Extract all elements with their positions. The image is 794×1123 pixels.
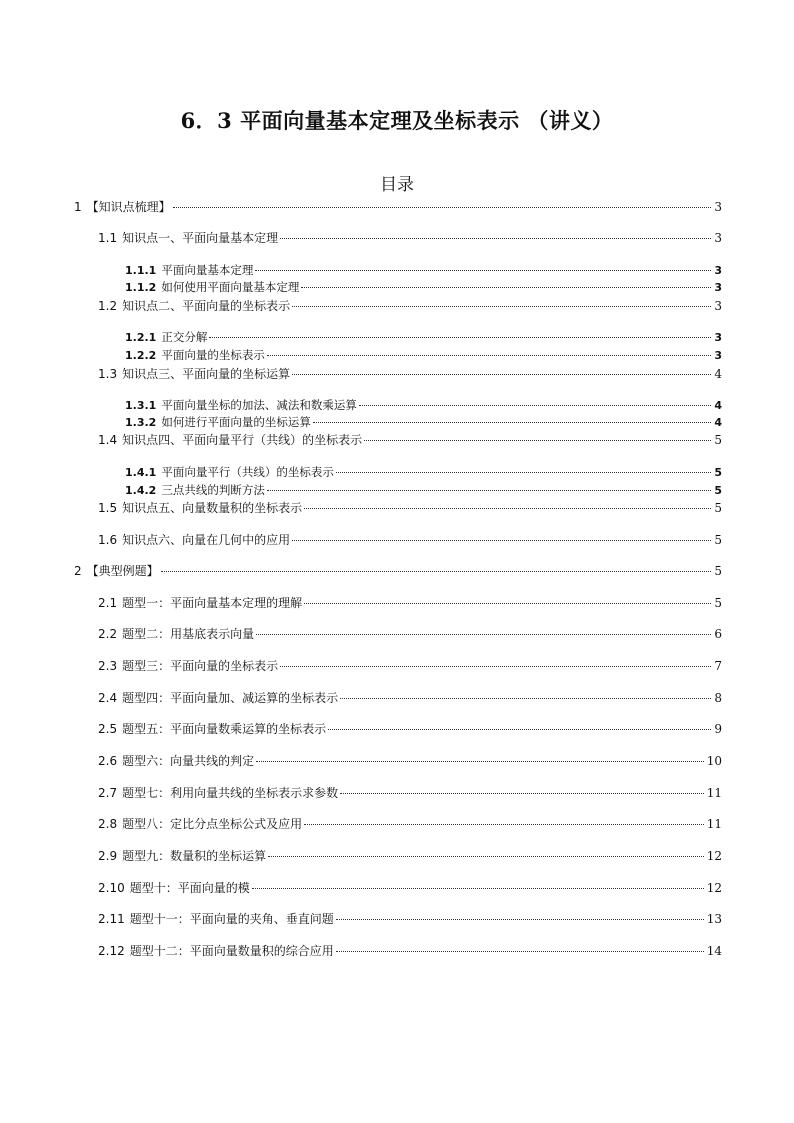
toc-leader-dots [161,570,712,572]
toc-leader-dots [304,823,704,825]
toc-entry-label: 题型十：平面向量的模 [129,881,250,895]
toc-entry-number: 1.2.2 [125,349,157,362]
toc-entry[interactable] [98,298,722,314]
toc-entry-number: 1.1.1 [125,264,157,277]
toc-entry[interactable] [74,563,722,579]
toc-leader-dots [328,728,711,730]
toc-entry-number: 1.3.1 [125,399,157,412]
toc-entry-label: 知识点二、平面向量的坐标表示 [122,299,291,313]
toc-entry-page-number: 9 [714,722,722,736]
toc-entry-page-number: 8 [714,691,722,705]
toc-entry-number: 2.10 [98,881,125,895]
toc-entry-number: 2.7 [98,786,118,800]
toc-entry-label: 题型九：数量积的坐标运算 [122,849,267,863]
toc-entry[interactable] [125,347,722,363]
toc-entry[interactable] [125,279,722,295]
toc-entry-number: 2.11 [98,912,125,926]
toc-leader-dots [292,305,711,307]
toc-leader-dots [301,286,711,288]
toc-entry-label: 平面向量的坐标表示 [161,348,265,362]
toc-leader-dots [255,269,711,271]
toc-entry-label: 平面向量平行（共线）的坐标表示 [161,465,334,479]
toc-entry-number: 2 [74,564,82,578]
toc-entry-page-number: 3 [714,349,722,362]
toc-entry-label: 如何进行平面向量的坐标运算 [161,415,311,429]
toc-entry-label: 题型六：向量共线的判定 [122,754,255,768]
toc-entry-number: 1.5 [98,501,118,515]
toc-leader-dots [304,507,711,509]
toc-entry[interactable] [98,658,722,674]
toc-entry[interactable] [98,626,722,642]
toc-leader-dots [209,336,711,338]
toc-leader-dots [267,354,712,356]
toc-leader-dots [359,404,712,406]
toc-entry-number: 2.2 [98,627,118,641]
toc-entry[interactable] [98,785,722,801]
toc-entry[interactable] [125,329,722,345]
toc-leader-dots [252,887,704,889]
toc-entry-label: 题型八：定比分点坐标公式及应用 [122,817,303,831]
toc-entry-page-number: 5 [714,501,722,515]
toc-entry-label: 题型十一：平面向量的夹角、垂直问题 [129,912,334,926]
toc-entry-number: 1.1.2 [125,281,157,294]
toc-leader-dots [256,760,704,762]
toc-entry[interactable] [98,432,722,448]
toc-entry[interactable] [74,199,722,215]
toc-entry[interactable] [125,397,722,413]
toc-entry[interactable] [125,482,722,498]
toc-entry-label: 知识点四、平面向量平行（共线）的坐标表示 [122,433,363,447]
toc-entry-label: 正交分解 [161,330,208,344]
toc-entry-number: 1.4 [98,433,118,447]
toc-entry-number: 1.6 [98,533,118,547]
toc-entry-number: 2.9 [98,849,118,863]
toc-entry[interactable] [98,500,722,516]
toc-entry-label: 知识点一、平面向量基本定理 [122,231,279,245]
toc-entry-number: 2.4 [98,691,118,705]
toc-entry-page-number: 4 [714,416,722,429]
toc-leader-dots [313,421,712,423]
toc-entry-label: 题型一：平面向量基本定理的理解 [122,596,303,610]
toc-entry-page-number: 12 [706,881,722,895]
toc-entry-page-number: 5 [714,433,722,447]
toc-entry-label: 【知识点梳理】 [86,200,171,214]
toc-entry[interactable] [98,848,722,864]
toc-entry-number: 2.6 [98,754,118,768]
toc-entry[interactable] [98,880,722,896]
toc-entry[interactable] [98,721,722,737]
toc-leader-dots [336,918,704,920]
toc-entry-number: 2.5 [98,722,118,736]
toc-leader-dots [336,471,712,473]
toc-leader-dots [364,439,711,441]
toc-entry-page-number: 14 [706,944,722,958]
toc-entry-label: 知识点五、向量数量积的坐标表示 [122,501,303,515]
toc-entry[interactable] [98,753,722,769]
toc-entry-label: 题型五：平面向量数乘运算的坐标表示 [122,722,327,736]
toc-entry-number: 1.3.2 [125,416,157,429]
toc-leader-dots [292,373,711,375]
toc-entry-number: 2.1 [98,596,118,610]
toc-entry-page-number: 3 [714,231,722,245]
toc-leader-dots [256,633,711,635]
toc-entry-page-number: 10 [706,754,722,768]
toc-entry-page-number: 5 [714,533,722,547]
toc-entry[interactable] [98,943,722,959]
toc-leader-dots [280,665,711,667]
toc-entry-label: 题型二：用基底表示向量 [122,627,255,641]
toc-entry[interactable] [125,414,722,430]
toc-entry-page-number: 5 [714,596,722,610]
toc-entry-number: 1.1 [98,231,118,245]
toc-entry[interactable] [98,595,722,611]
toc-entry-label: 平面向量基本定理 [161,263,254,277]
toc-leader-dots [340,697,711,699]
toc-entry-label: 题型十二：平面向量数量积的综合应用 [129,944,334,958]
toc-leader-dots [280,237,711,239]
toc-entry-page-number: 11 [706,786,722,800]
toc-leader-dots [292,539,711,541]
toc-entry-page-number: 3 [714,299,722,313]
toc-entry-number: 1.4.1 [125,466,157,479]
toc-entry-label: 【典型例题】 [86,564,159,578]
toc-entry[interactable] [98,532,722,548]
toc-leader-dots [268,855,704,857]
toc-entry-label: 知识点六、向量在几何中的应用 [122,533,291,547]
toc-entry-label: 知识点三、平面向量的坐标运算 [122,367,291,381]
toc-entry-label: 题型三：平面向量的坐标表示 [122,659,279,673]
toc-leader-dots [173,206,712,208]
toc-entry-page-number: 5 [714,484,722,497]
toc-entry-number: 1.3 [98,367,118,381]
toc-entry[interactable] [98,230,722,246]
toc-entry-number: 2.8 [98,817,118,831]
toc-entry[interactable] [125,262,722,278]
toc-entry[interactable] [125,464,722,480]
toc-entry-label: 题型七：利用向量共线的坐标表示求参数 [122,786,339,800]
toc-leader-dots [336,950,704,952]
toc-heading: 目录 [380,175,414,195]
toc-leader-dots [304,602,711,604]
toc-entry-page-number: 5 [714,466,722,479]
toc-entry-label: 三点共线的判断方法 [161,483,265,497]
toc-entry-page-number: 3 [714,281,722,294]
toc-entry-page-number: 6 [714,627,722,641]
toc-entry-number: 1.2 [98,299,118,313]
toc-entry-page-number: 12 [706,849,722,863]
toc-entry-page-number: 4 [714,367,722,381]
toc-entry-number: 1 [74,200,82,214]
document-title: 6．3 平面向量基本定理及坐标表示 （讲义） [180,108,614,133]
toc-entry-page-number: 4 [714,399,722,412]
toc-entry-page-number: 13 [706,912,722,926]
toc-entry-page-number: 3 [714,264,722,277]
toc-entry-label: 平面向量坐标的加法、减法和数乘运算 [161,398,357,412]
toc-leader-dots [340,792,704,794]
toc-entry-page-number: 7 [714,659,722,673]
toc-entry-number: 1.2.1 [125,331,157,344]
toc-entry[interactable] [98,911,722,927]
toc-entry-label: 如何使用平面向量基本定理 [161,280,300,294]
toc-entry-page-number: 3 [714,200,722,214]
toc-entry-number: 1.4.2 [125,484,157,497]
toc-entry-page-number: 5 [714,564,722,578]
toc-entry-number: 2.3 [98,659,118,673]
toc-entry[interactable] [98,366,722,382]
toc-entry[interactable] [98,816,722,832]
toc-entry-page-number: 11 [706,817,722,831]
toc-entry[interactable] [98,690,722,706]
toc-leader-dots [267,489,712,491]
toc-entry-label: 题型四：平面向量加、减运算的坐标表示 [122,691,339,705]
toc-entry-number: 2.12 [98,944,125,958]
toc-entry-page-number: 3 [714,331,722,344]
